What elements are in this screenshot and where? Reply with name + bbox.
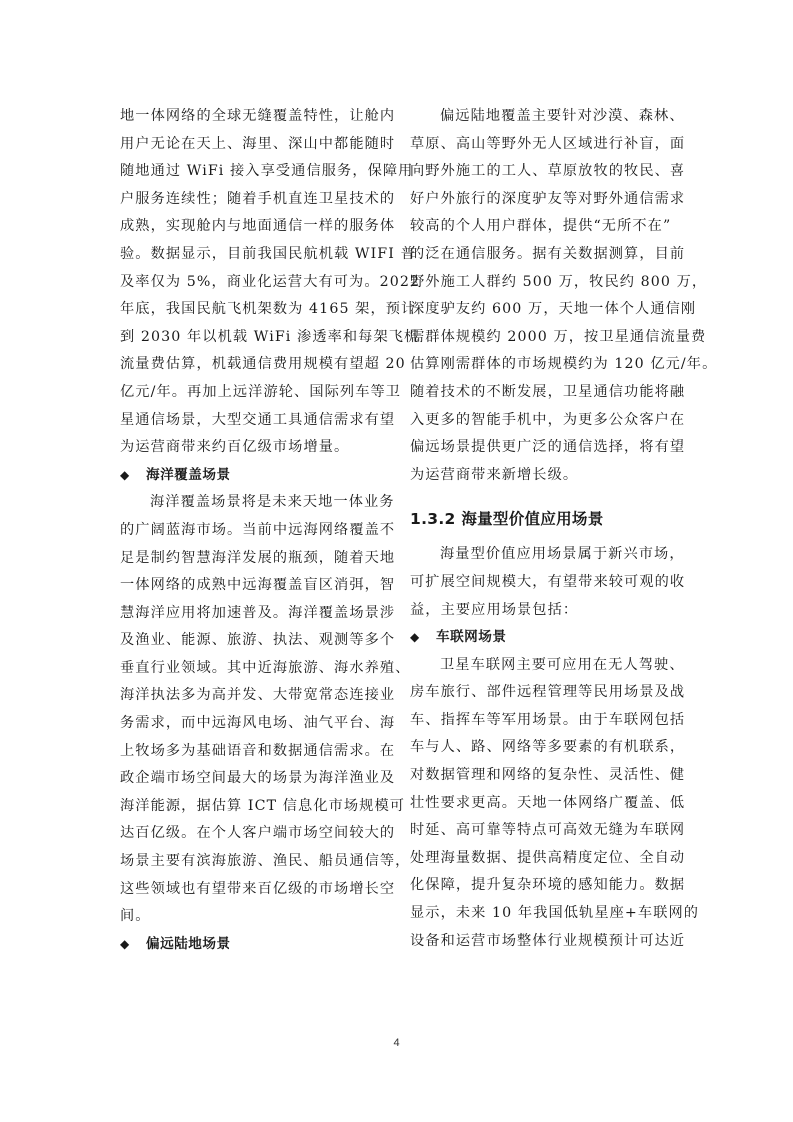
- text-line: 处理海量数据、提供高精度定位、全自动: [410, 849, 686, 866]
- text-line: 为运营商带来约百亿级市场增量。: [120, 439, 350, 456]
- text-line: 偏远场景提供更广泛的通信选择，将有望: [410, 439, 686, 456]
- diamond-bullet-icon: ◆: [120, 467, 130, 482]
- page-number: 4: [393, 1037, 400, 1049]
- text-line: 深度驴友约 600 万，天地一体个人通信刚: [410, 301, 697, 318]
- bullet-heading-ocean: [120, 462, 386, 490]
- text-line: 足是制约智慧海洋发展的瓶颈，随着天地: [120, 549, 396, 566]
- text-line: 随着技术的不断发展，卫星通信功能将融: [410, 383, 686, 400]
- text-line: 为运营商带来新增长级。: [410, 466, 579, 483]
- text-line: 入更多的智能手机中，为更多公众客户在: [410, 411, 686, 428]
- text-line: 海量型价值应用场景属于新兴市场，: [440, 546, 685, 563]
- paragraph-iov: [410, 652, 700, 956]
- text-line: 对数据管理和网络的复杂性、灵活性、健: [410, 767, 686, 784]
- text-line: 地一体网络的全球无缝覆盖特性，让舱内: [120, 108, 396, 124]
- text-line: 验。数据显示，目前我国民航机载 WIFI 普: [120, 245, 416, 262]
- text-line: 较高的个人用户群体，提供“无所不在”: [410, 218, 672, 235]
- paragraph-remote-land: [410, 103, 718, 489]
- text-line: 务需求，而中远海风电场、油气平台、海: [120, 715, 396, 732]
- paragraph-ocean-coverage: [120, 489, 411, 931]
- text-line: 到 2030 年以机载 WiFi 渗透率和每架飞机: [120, 328, 420, 345]
- text-line: 星通信场景，大型交通工具通信需求有望: [120, 411, 396, 428]
- text-line: 年底，我国民航飞机架数为 4165 架，预计: [120, 301, 417, 318]
- text-line: 政企端市场空间最大的场景为海洋渔业及: [120, 770, 396, 787]
- text-line: 房车旅行、部件远程管理等民用场景及战: [410, 684, 686, 701]
- text-line: 草原、高山等野外无人区域进行补盲，面: [410, 135, 686, 152]
- text-line: 卫星车联网主要可应用在无人驾驶、: [440, 656, 685, 673]
- bullet-title: 车联网场景: [436, 629, 507, 646]
- text-line: 这些领域也有望带来百亿级的市场增长空: [120, 880, 396, 897]
- text-line: 偏远陆地覆盖主要针对沙漠、森林、: [440, 108, 685, 124]
- text-line: 设备和运营市场整体行业规模预计可达近: [410, 932, 686, 949]
- bullet-heading-iov: [410, 624, 680, 652]
- paragraph-inflight-wifi: [120, 103, 421, 462]
- text-line: 估算刚需群体的市场规模约为 120 亿元/年。: [410, 356, 718, 373]
- text-line: 及渔业、能源、旅游、执法、观测等多个: [120, 632, 396, 649]
- text-line: 达百亿级。在个人客户端市场空间较大的: [120, 825, 396, 842]
- right-column: [410, 103, 718, 955]
- text-line: 需群体规模约 2000 万，按卫星通信流量费: [410, 328, 707, 345]
- text-line: 化保障，提升复杂环境的感知能力。数据: [410, 877, 686, 894]
- text-line: 益，主要应用场景包括：: [410, 601, 579, 618]
- paragraph-massive-value: [410, 541, 686, 624]
- text-line: 上牧场多为基础语音和数据通信需求。在: [120, 742, 396, 759]
- diamond-bullet-icon: ◆: [120, 936, 130, 951]
- bullet-title: 海洋覆盖场景: [146, 466, 231, 483]
- text-line: 野外施工人群约 500 万，牧民约 800 万，: [410, 273, 708, 290]
- text-line: 车、指挥车等军用场景。由于车联网包括: [410, 711, 686, 728]
- text-line: 用户无论在天上、海里、深山中都能随时: [120, 135, 396, 152]
- text-line: 时延、高可靠等特点可高效无缝为车联网: [410, 822, 686, 839]
- text-line: 随地通过 WiFi 接入享受通信服务，保障用: [120, 163, 414, 180]
- text-line: 向野外施工的工人、草原放牧的牧民、喜: [410, 163, 686, 180]
- text-line: 壮性要求更高。天地一体网络广覆盖、低: [410, 794, 686, 811]
- text-line: 场景主要有滨海旅游、渔民、船员通信等，: [120, 853, 411, 870]
- text-line: 海洋覆盖场景将是未来天地一体业务: [150, 494, 395, 511]
- text-line: 一体网络的成熟中远海覆盖盲区消弭，智: [120, 577, 396, 594]
- bullet-heading-remote-land: [120, 931, 386, 959]
- section-heading: 1.3.2 海量型价值应用场景: [410, 510, 604, 529]
- text-line: 流量费估算，机载通信费用规模有望超 20: [120, 356, 406, 373]
- text-line: 户服务连续性；随着手机直连卫星技术的: [120, 190, 396, 207]
- text-line: 的广阔蓝海市场。当前中远海网络覆盖不: [120, 521, 396, 538]
- text-line: 及率仅为 5%，商业化运营大有可为。2022: [120, 273, 421, 290]
- text-line: 垂直行业领域。其中近海旅游、海水养殖、: [120, 659, 411, 676]
- text-line: 亿元/年。再加上远洋游轮、国际列车等卫: [120, 383, 402, 400]
- text-line: 好户外旅行的深度驴友等对野外通信需求: [410, 190, 686, 207]
- text-line: 成熟，实现舱内与地面通信一样的服务体: [120, 218, 396, 235]
- text-line: 的泛在通信服务。据有关数据测算，目前: [410, 245, 686, 262]
- bullet-title: 偏远陆地场景: [146, 935, 231, 952]
- text-line: 可扩展空间规模大，有望带来较可观的收: [410, 573, 686, 590]
- text-line: 车与人、路、网络等多要素的有机联系，: [410, 739, 686, 756]
- text-line: 显示，未来 10 年我国低轨星座+车联网的: [410, 905, 700, 922]
- text-line: 海洋能源，据估算 ICT 信息化市场规模可: [120, 797, 406, 814]
- left-column: [120, 103, 421, 958]
- text-line: 海洋执法多为高并发、大带宽常态连接业: [120, 687, 396, 704]
- text-line: 间。: [120, 908, 151, 925]
- diamond-bullet-icon: ◆: [410, 630, 420, 645]
- text-line: 慧海洋应用将加速普及。海洋覆盖场景涉: [120, 604, 396, 621]
